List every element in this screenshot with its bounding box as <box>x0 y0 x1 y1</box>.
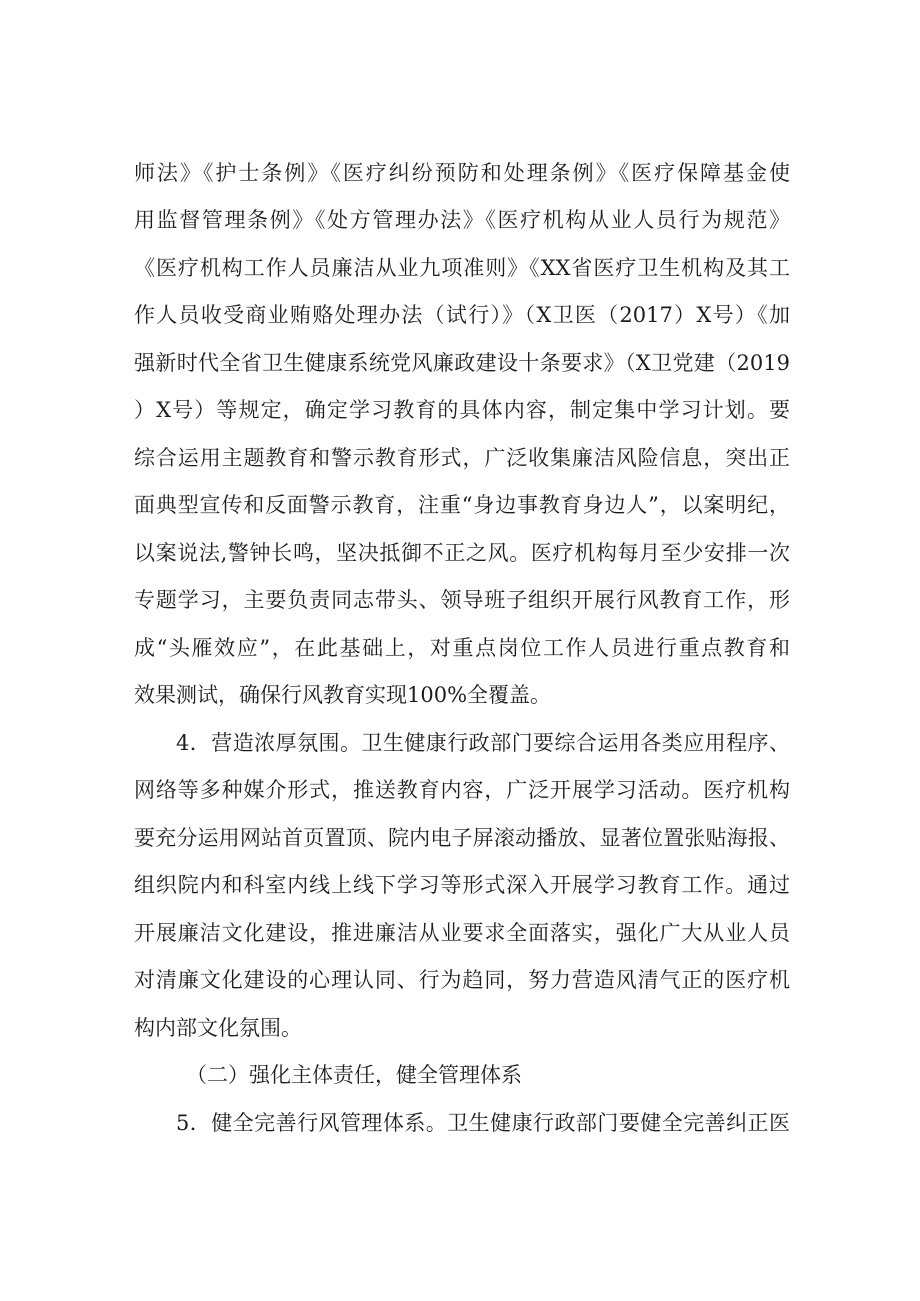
text-line: 专题学习，主要负责同志带头、领导班子组织开展行风教育工作，形 <box>134 588 790 612</box>
paragraph-first-line: 4．营造浓厚氛围。卫生健康行政部门要综合运用各类应用程序、 <box>176 731 790 755</box>
text-line: 以案说法,警钟长鸣，坚决抵御不正之风。医疗机构每月至少安排一次 <box>134 541 790 565</box>
text-line: 综合运用主题教育和警示教育形式，广泛收集廉洁风险信息，突出正 <box>134 446 790 470</box>
text-line: 成“头雁效应”，在此基础上，对重点岗位工作人员进行重点教育和 <box>134 636 790 660</box>
paragraph-first-line: 5．健全完善行风管理体系。卫生健康行政部门要健全完善纠正医 <box>176 1111 790 1135</box>
text-line: 开展廉洁文化建设，推进廉洁从业要求全面落实，强化广大从业人员 <box>134 921 790 945</box>
text-line: 对清廉文化建设的心理认同、行为趋同，努力营造风清气正的医疗机 <box>134 968 790 992</box>
text-line: 用监督管理条例》《处方管理办法》《医疗机构从业人员行为规范》 <box>134 208 790 232</box>
text-line: ）X号）等规定，确定学习教育的具体内容，制定集中学习计划。要 <box>134 398 790 422</box>
text-line: 师法》《护士条例》《医疗纠纷预防和处理条例》《医疗保障基金使 <box>134 161 790 185</box>
text-line: 强新时代全省卫生健康系统党风廉政建设十条要求》（X卫党建（2019 <box>134 351 790 375</box>
text-line: 效果测试，确保行风教育实现100%全覆盖。 <box>134 683 552 707</box>
text-line: 作人员收受商业贿赂处理办法（试行）》（X卫医（2017）X号）《加 <box>134 303 790 327</box>
text-line: 面典型宣传和反面警示教育，注重“身边事教育身边人”，以案明纪， <box>134 493 790 517</box>
text-line: 构内部文化氛围。 <box>134 1016 302 1040</box>
text-line: 《医疗机构工作人员廉洁从业九项准则》《XX省医疗卫生机构及其工 <box>134 256 790 280</box>
text-line: 要充分运用网站首页置顶、院内电子屏滚动播放、显著位置张贴海报、 <box>134 826 790 850</box>
text-line: 组织院内和科室内线上线下学习等形式深入开展学习教育工作。通过 <box>134 873 790 897</box>
section-heading: （二）强化主体责任，健全管理体系 <box>186 1063 522 1087</box>
text-line: 网络等多种媒介形式，推送教育内容，广泛开展学习活动。医疗机构 <box>134 778 790 802</box>
